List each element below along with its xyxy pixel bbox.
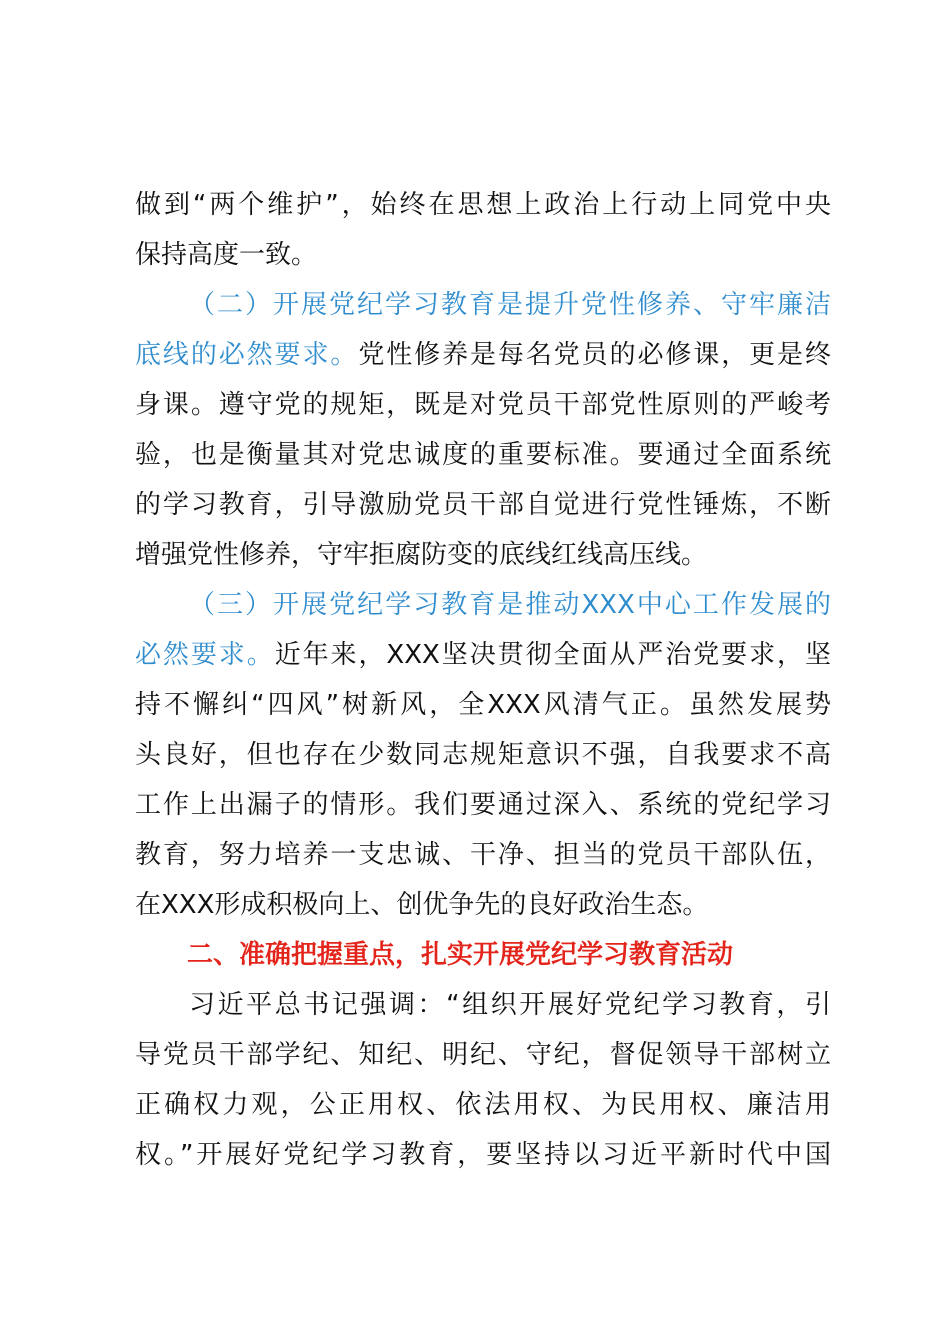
subheading-3-line: （三）开展党纪学习教育是推动XXX中心工作发展的 xyxy=(189,590,831,620)
text-line: 验，也是衡量其对党忠诚度的重要标准。要通过全面系统 xyxy=(135,440,831,470)
text-line: 导党员干部学纪、知纪、明纪、守纪，督促领导干部树立 xyxy=(135,1040,831,1070)
text-line: 必然要求。近年来，XXX坚决贯彻全面从严治党要求，坚 xyxy=(135,640,831,670)
text-line: 身课。遵守党的规矩，既是对党员干部党性原则的严峻考 xyxy=(135,390,831,420)
section-heading: 二、准确把握重点，扎实开展党纪学习教育活动 xyxy=(187,940,734,970)
text-line: 工作上出漏子的情形。我们要通过深入、系统的党纪学习 xyxy=(135,790,831,820)
text-line: 保持高度一致。 xyxy=(135,240,318,270)
text-line: 头良好，但也存在少数同志规矩意识不强，自我要求不高 xyxy=(135,740,831,770)
text-line: 权。”开展好党纪学习教育，要坚持以习近平新时代中国 xyxy=(135,1140,831,1170)
text-line: 的学习教育，引导激励党员干部自觉进行党性锤炼，不断 xyxy=(135,490,831,520)
text-line: 在XXX形成积极向上、创优争先的良好政治生态。 xyxy=(135,890,709,920)
text-line: 教育，努力培养一支忠诚、干净、担当的党员干部队伍， xyxy=(135,840,831,870)
document-body xyxy=(135,180,831,1180)
text-line: 正确权力观，公正用权、依法用权、为民用权、廉洁用 xyxy=(135,1090,831,1120)
subheading-3-end: 必然要求。 xyxy=(135,640,275,670)
text-line: 习近平总书记强调：“组织开展好党纪学习教育，引 xyxy=(189,990,831,1020)
text-line: 做到“两个维护”，始终在思想上政治上行动上同党中央 xyxy=(135,190,831,220)
subheading-2-end: 底线的必然要求。 xyxy=(135,340,359,370)
text-line: 底线的必然要求。党性修养是每名党员的必修课，更是终 xyxy=(135,340,831,370)
text-line: 增强党性修养，守牢拒腐防变的底线红线高压线。 xyxy=(135,540,708,570)
text-line: 持不懈纠“四风”树新风，全XXX风清气正。虽然发展势 xyxy=(135,690,831,720)
subheading-2-line: （二）开展党纪学习教育是提升党性修养、守牢廉洁 xyxy=(189,290,831,320)
